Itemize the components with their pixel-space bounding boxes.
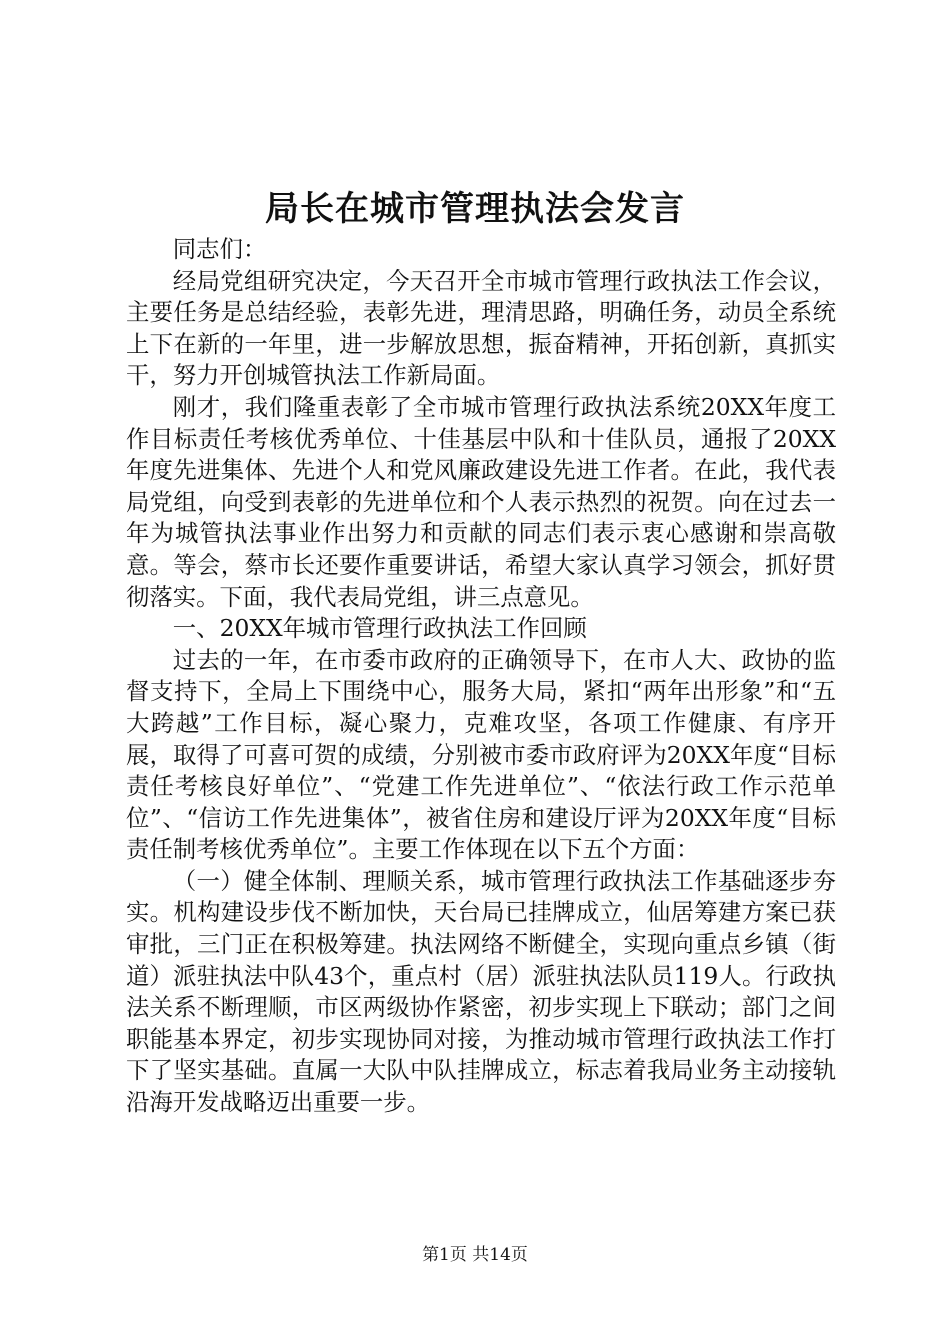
paragraph-point-one: （一）健全体制、理顺关系，城市管理行政执法工作基础逐步夯实。机构建设步伐不断加快，天台局已挂牌成立，仙居筹建方案已获审批，三门正在积极筹建。执法网络不断健全，实现向重点乡镇（街道）派驻执法中队43个，重点村（居）派驻执法队员119人。行政执法关系不断理顺，市区两级协作紧密，初步实现上下联动；部门之间职能基本界定，初步实现协同对接，为推动城市管理行政执法工作打下了坚实基础。直属一大队中队挂牌成立，标志着我局业务主动接轨沿海开发战略迈出重要一步。 xyxy=(126,866,836,1117)
document-title: 局长在城市管理执法会发言 xyxy=(265,189,685,229)
paragraph-greeting: 同志们： xyxy=(172,235,267,263)
document-body xyxy=(126,234,836,1119)
paragraph-review: 过去的一年，在市委市政府的正确领导下，在市人大、政协的监督支持下，全局上下围绕中心，服务大局，紧扣“两年出形象”和“五大跨越”工作目标，凝心聚力，克难攻坚，各项工作健康、有序开展，取得了可喜可贺的成绩，分别被市委市政府评为20XX年度“目标责任考核良好单位”、“党建工作先进单位”、“依法行政工作示范单位”、“信访工作先进集体”，被省住房和建设厅评为20XX年度“目标责任制考核优秀单位”。主要工作体现在以下五个方面： xyxy=(126,645,836,864)
section-heading-review: 一、20XX年城市管理行政执法工作回顾 xyxy=(172,614,587,643)
paragraph-commendation: 刚才，我们隆重表彰了全市城市管理行政执法系统20XX年度工作目标责任考核优秀单位、十佳基层中队和十佳队员，通报了20XX年度先进集体、先进个人和党风廉政建设先进工作者。在此，我代表局党组，向受到表彰的先进单位和个人表示热烈的祝贺。向在过去一年为城管执法事业作出努力和贡献的同志们表示衷心感谢和崇高敬意。等会，蔡市长还要作重要讲话，希望大家认真学习领会，抓好贯彻落实。下面，我代表局党组，讲三点意见。 xyxy=(126,392,836,611)
paragraph-intro: 经局党组研究决定，今天召开全市城市管理行政执法工作会议，主要任务是总结经验，表彰先进，理清思路，明确任务，动员全系统上下在新的一年里，进一步解放思想，振奋精神，开拓创新，真抓实干，努力开创城管执法工作新局面。 xyxy=(126,266,836,390)
page-number-footer: 第1页 共14页 xyxy=(422,1245,528,1265)
